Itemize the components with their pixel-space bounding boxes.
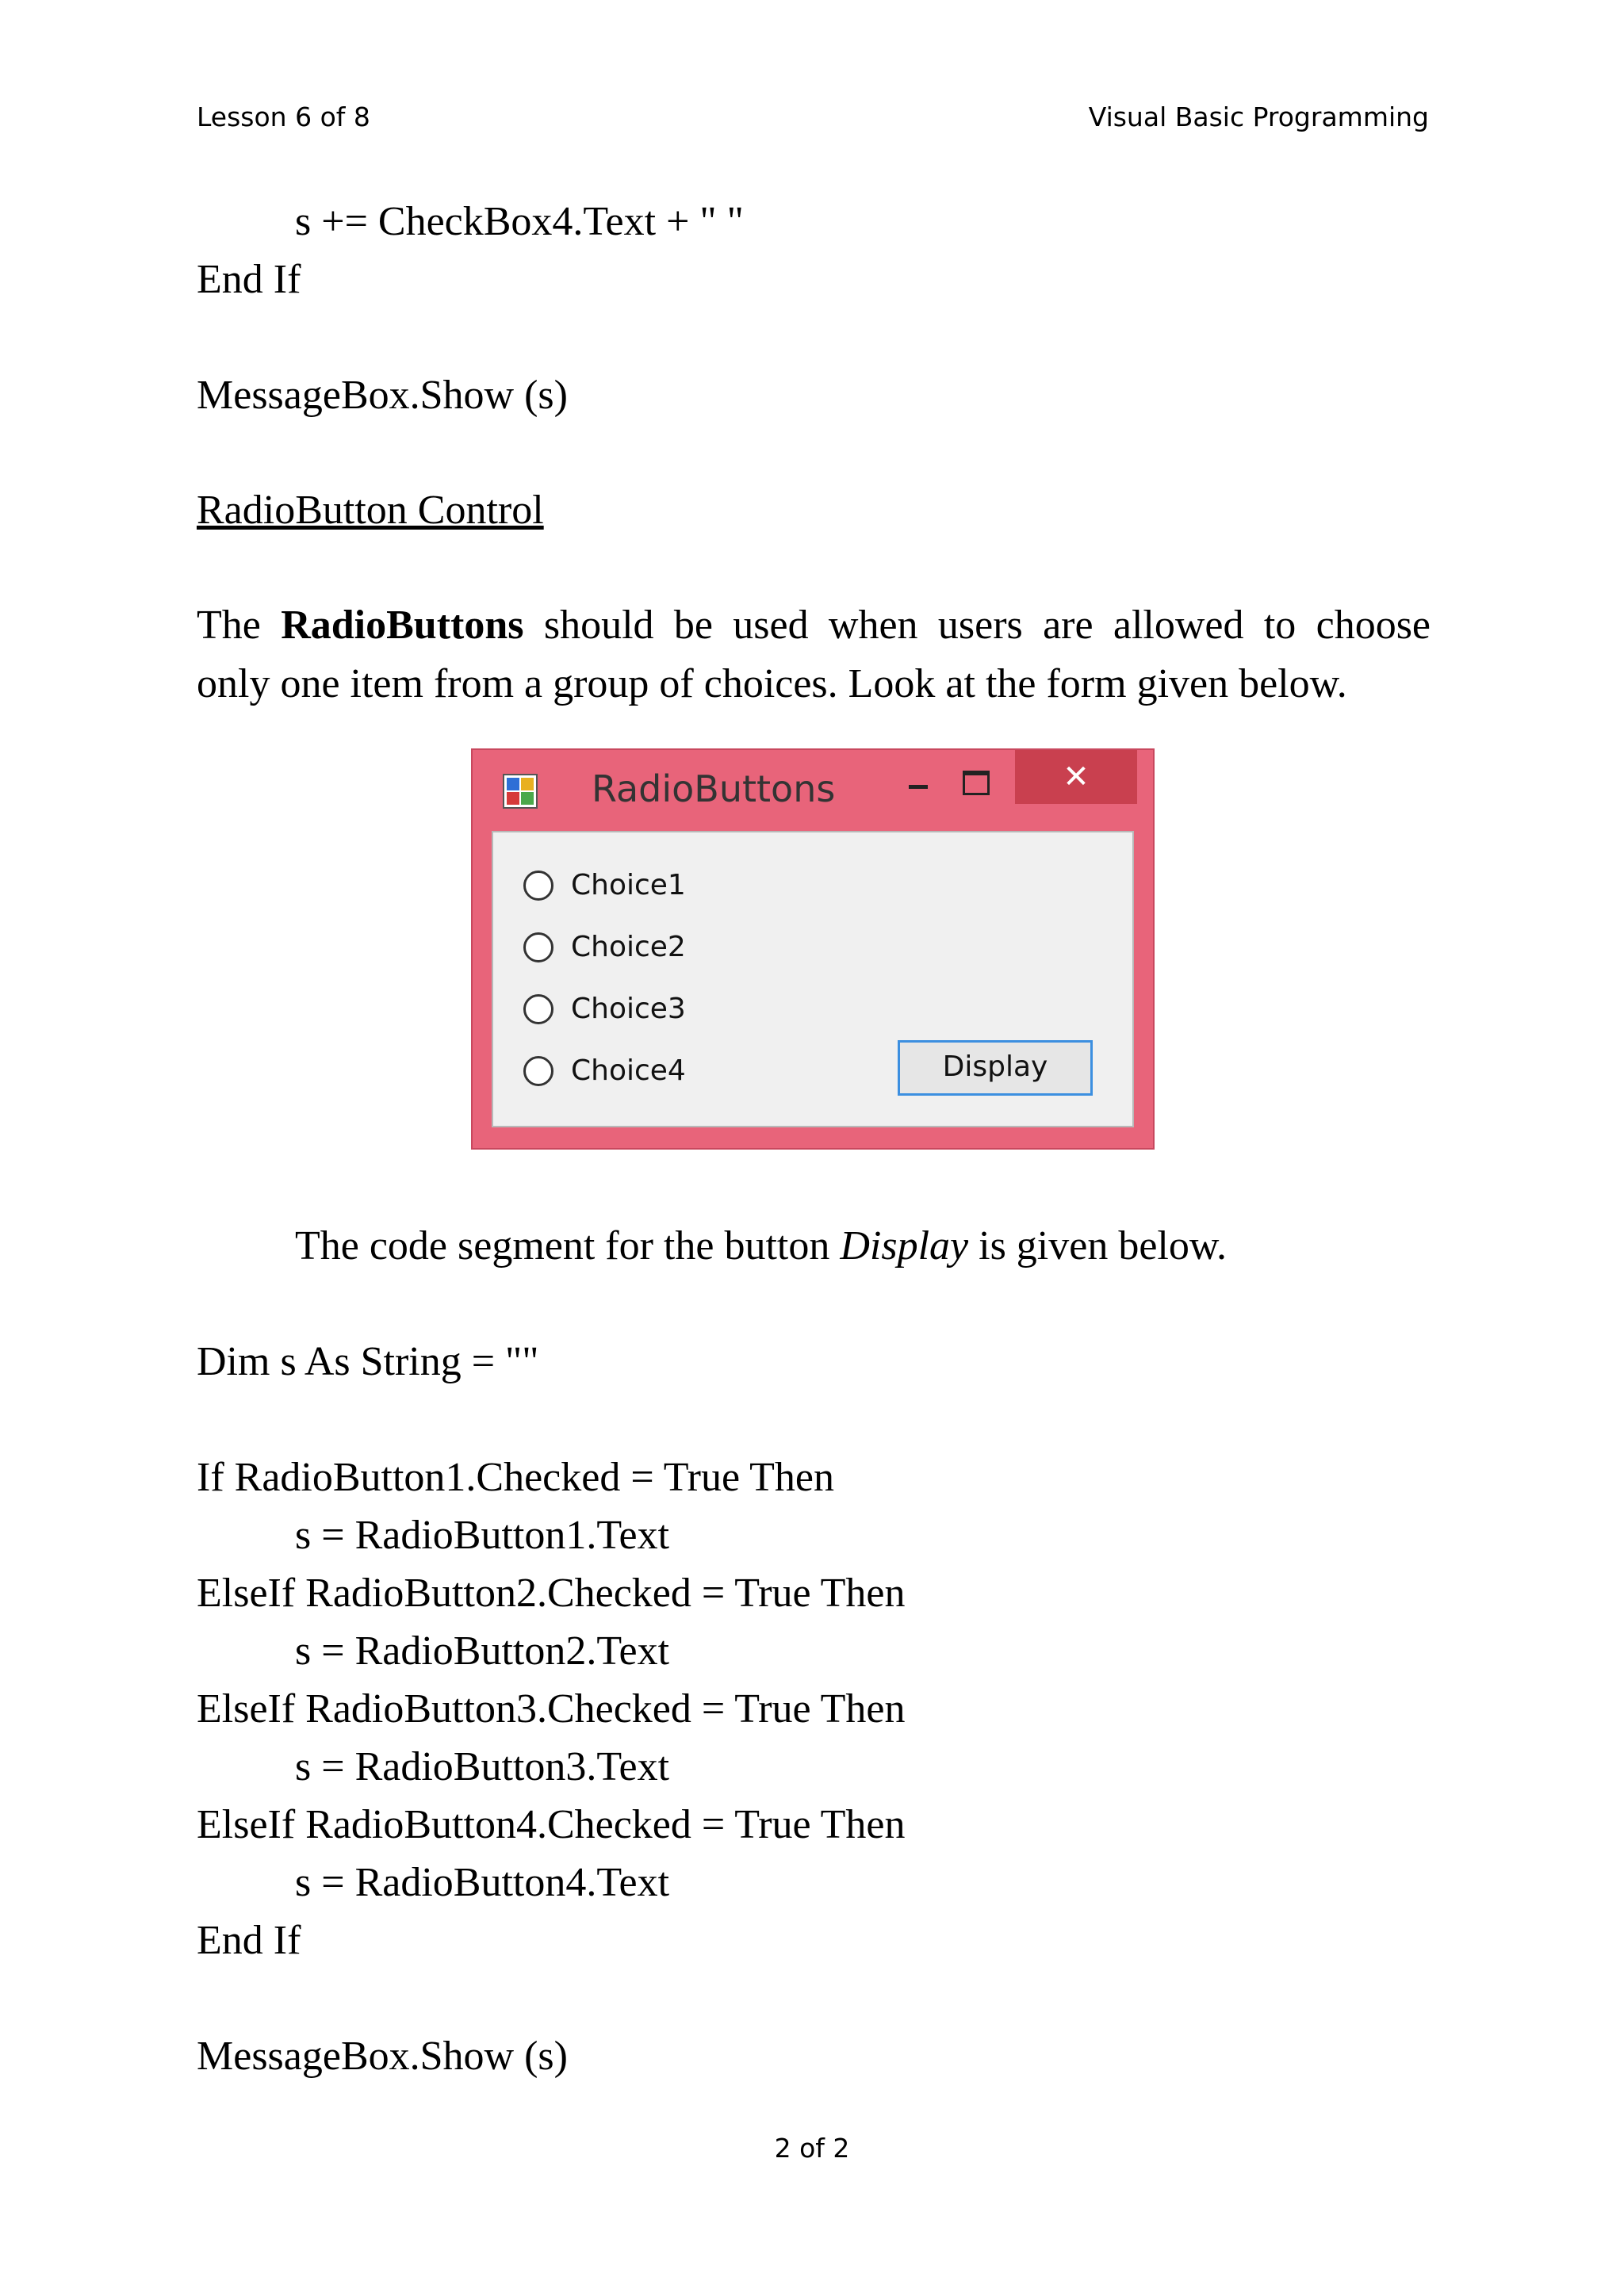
radio-circle-icon[interactable]: [523, 1056, 553, 1086]
code-line: s = RadioButton2.Text: [295, 1628, 670, 1674]
code-line: ElseIf RadioButton4.Checked = True Then: [197, 1802, 906, 1847]
intro-bold-term: RadioButtons: [281, 603, 524, 648]
code-line: ElseIf RadioButton2.Checked = True Then: [197, 1571, 906, 1616]
intro-paragraph: [197, 596, 1431, 714]
intro-prefix: The: [197, 603, 282, 648]
caption-italic: Display: [840, 1223, 969, 1269]
caption-text: [295, 1223, 1227, 1270]
maximize-button[interactable]: [952, 758, 1002, 806]
radiobuttons-window: [471, 748, 1155, 1150]
radio-circle-icon[interactable]: [523, 871, 553, 901]
radio-circle-icon[interactable]: [523, 932, 553, 962]
header-course: Visual Basic Programming: [1088, 101, 1429, 132]
section-heading: RadioButton Control: [197, 488, 544, 533]
radio-circle-icon[interactable]: [523, 994, 553, 1024]
radio-label[interactable]: Choice2: [571, 931, 686, 963]
header-lesson: Lesson 6 of 8: [197, 101, 370, 132]
display-button[interactable]: Display: [898, 1040, 1093, 1096]
intro-line2: only one item from a group of choices. Look at the form given below.: [197, 661, 1347, 706]
code-line: MessageBox.Show (s): [197, 373, 568, 418]
code-line: s = RadioButton3.Text: [295, 1744, 670, 1789]
code-line: s = RadioButton4.Text: [295, 1860, 670, 1905]
code-line: s += CheckBox4.Text + " ": [295, 199, 744, 244]
app-icon: [503, 774, 538, 809]
page-number: 2 of 2: [774, 2133, 850, 2164]
radio-label[interactable]: Choice4: [571, 1054, 686, 1087]
intro-line1-rest: should be used when users are allowed to choose: [523, 603, 1431, 648]
code-line: s = RadioButton1.Text: [295, 1513, 670, 1558]
code-line: End If: [197, 257, 301, 302]
close-icon: ✕: [1063, 759, 1090, 795]
caption-suffix: is given below.: [968, 1223, 1228, 1269]
code-line: MessageBox.Show (s): [197, 2034, 568, 2079]
close-button[interactable]: [1015, 750, 1137, 804]
code-line: End If: [197, 1918, 301, 1963]
code-line: Dim s As String = "": [197, 1339, 539, 1384]
form-client-area: [492, 831, 1134, 1127]
code-line: If RadioButton1.Checked = True Then: [197, 1455, 834, 1500]
radio-label[interactable]: Choice3: [571, 993, 686, 1025]
caption-prefix: The code segment for the button: [295, 1223, 841, 1269]
code-line: ElseIf RadioButton3.Checked = True Then: [197, 1686, 906, 1732]
window-title: RadioButtons: [592, 767, 836, 810]
minimize-button[interactable]: [893, 758, 944, 806]
radio-label[interactable]: Choice1: [571, 869, 686, 901]
